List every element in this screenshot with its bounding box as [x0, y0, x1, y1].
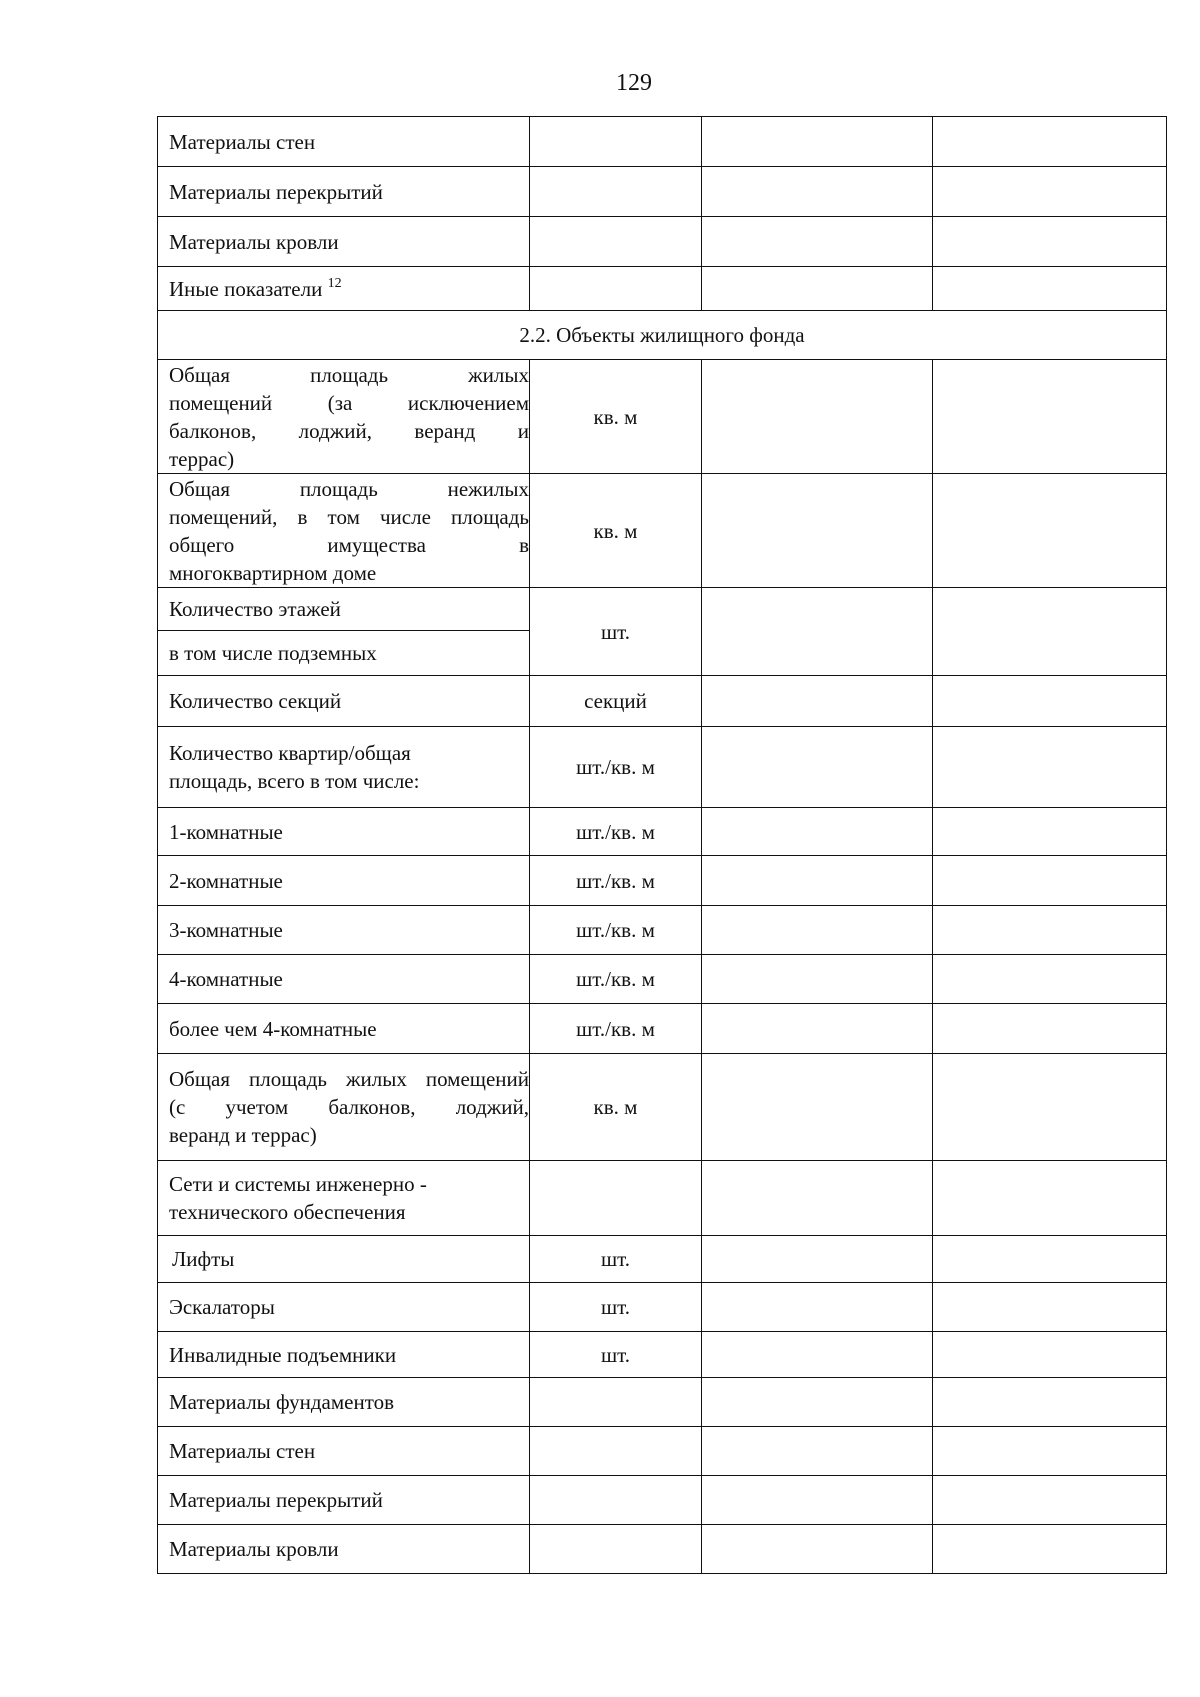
row-label: [158, 360, 530, 474]
unit-cell: шт.: [530, 588, 702, 676]
row-label: Инвалидные подъемники: [158, 1332, 530, 1378]
table-row: [158, 474, 1167, 588]
value-cell: [702, 360, 933, 474]
value-cell: [702, 1283, 933, 1332]
label-line: Количество квартир/общая: [169, 741, 411, 765]
unit-cell: шт./кв. м: [530, 808, 702, 856]
unit-cell: шт./кв. м: [530, 955, 702, 1004]
unit-cell: шт./кв. м: [530, 727, 702, 808]
value-cell: [702, 1236, 933, 1283]
label-line: балконов, лоджий, веранд и: [169, 418, 529, 443]
row-label: в том числе подземных: [158, 631, 530, 676]
label-line: помещений (за исключением: [169, 390, 529, 415]
value-cell: [702, 676, 933, 727]
row-label: Эскалаторы: [158, 1283, 530, 1332]
unit-cell: [530, 1525, 702, 1574]
value-cell: [933, 727, 1167, 808]
row-label: Материалы кровли: [158, 1525, 530, 1574]
table-row: [158, 1378, 1167, 1427]
label-line: Общая площадь нежилых: [169, 476, 529, 501]
value-cell: [702, 267, 933, 311]
row-label: [158, 1054, 530, 1161]
unit-cell: кв. м: [530, 1054, 702, 1161]
value-cell: [933, 1427, 1167, 1476]
table-row: [158, 1427, 1167, 1476]
row-label: [158, 474, 530, 588]
label-line: Общая площадь жилых: [169, 362, 529, 387]
table-row: [158, 588, 1167, 631]
value-cell: [933, 117, 1167, 167]
value-cell: [702, 1476, 933, 1525]
table-row: [158, 1004, 1167, 1054]
value-cell: [702, 808, 933, 856]
value-cell: [933, 1004, 1167, 1054]
row-label: [158, 727, 530, 808]
value-cell: [702, 1161, 933, 1236]
table-row: [158, 1525, 1167, 1574]
label-line: многоквартирном доме: [169, 560, 377, 585]
row-label: Материалы стен: [158, 1427, 530, 1476]
table-row: [158, 856, 1167, 906]
row-label: Количество этажей: [158, 588, 530, 631]
unit-cell: [530, 1427, 702, 1476]
table-row: [158, 955, 1167, 1004]
label-line: Общая площадь жилых помещений: [169, 1067, 529, 1091]
table-row: [158, 906, 1167, 955]
unit-cell: шт.: [530, 1236, 702, 1283]
unit-cell: [530, 267, 702, 311]
value-cell: [933, 217, 1167, 267]
value-cell: [933, 167, 1167, 217]
label-line: (с учетом балконов, лоджий,: [169, 1095, 529, 1119]
row-label-text: Иные показатели: [169, 276, 323, 301]
table-row: [158, 267, 1167, 311]
section-title: 2.2. Объекты жилищного фонда: [158, 311, 1167, 360]
unit-cell: [530, 1476, 702, 1525]
value-cell: [933, 1525, 1167, 1574]
row-label: Лифты: [158, 1236, 530, 1283]
value-cell: [702, 1378, 933, 1427]
label-line: веранд и террас): [169, 1123, 317, 1147]
value-cell: [933, 1476, 1167, 1525]
row-label: Материалы перекрытий: [158, 1476, 530, 1525]
value-cell: [933, 267, 1167, 311]
value-cell: [933, 1332, 1167, 1378]
value-cell: [702, 117, 933, 167]
unit-cell: [530, 167, 702, 217]
value-cell: [702, 856, 933, 906]
row-label: 3-комнатные: [158, 906, 530, 955]
table-row: [158, 360, 1167, 474]
row-label: [158, 267, 530, 311]
value-cell: [702, 1054, 933, 1161]
unit-cell: шт./кв. м: [530, 906, 702, 955]
table-row: [158, 167, 1167, 217]
value-cell: [933, 360, 1167, 474]
table-row: [158, 676, 1167, 727]
label-line: террас): [169, 446, 235, 471]
table-row: [158, 727, 1167, 808]
unit-cell: [530, 217, 702, 267]
value-cell: [702, 1427, 933, 1476]
value-cell: [933, 856, 1167, 906]
value-cell: [933, 1378, 1167, 1427]
row-label: 4-комнатные: [158, 955, 530, 1004]
row-label: 1-комнатные: [158, 808, 530, 856]
unit-cell: кв. м: [530, 360, 702, 474]
value-cell: [702, 906, 933, 955]
value-cell: [702, 167, 933, 217]
row-label: Материалы кровли: [158, 217, 530, 267]
indicators-table: [157, 116, 1167, 1574]
row-label: более чем 4-комнатные: [158, 1004, 530, 1054]
value-cell: [933, 474, 1167, 588]
unit-cell: секций: [530, 676, 702, 727]
label-line: технического обеспечения: [169, 1200, 406, 1224]
footnote-marker: 12: [327, 275, 342, 291]
table-row: [158, 1476, 1167, 1525]
value-cell: [933, 1236, 1167, 1283]
unit-cell: [530, 1378, 702, 1427]
value-cell: [702, 588, 933, 676]
table-row: [158, 1283, 1167, 1332]
label-line: помещений, в том числе площадь: [169, 504, 529, 529]
value-cell: [933, 906, 1167, 955]
value-cell: [933, 808, 1167, 856]
row-label: 2-комнатные: [158, 856, 530, 906]
row-label: Количество секций: [158, 676, 530, 727]
section-header-row: [158, 311, 1167, 360]
value-cell: [702, 474, 933, 588]
value-cell: [702, 1004, 933, 1054]
label-line: общего имущества в: [169, 532, 529, 557]
unit-cell: шт./кв. м: [530, 1004, 702, 1054]
unit-cell: [530, 1161, 702, 1236]
value-cell: [933, 955, 1167, 1004]
unit-cell: [530, 117, 702, 167]
value-cell: [933, 1054, 1167, 1161]
table-row: [158, 217, 1167, 267]
value-cell: [933, 676, 1167, 727]
unit-cell: шт.: [530, 1283, 702, 1332]
value-cell: [933, 588, 1167, 676]
label-line: Сети и системы инженерно -: [169, 1172, 427, 1196]
table-row: [158, 1054, 1167, 1161]
table-row: [158, 117, 1167, 167]
unit-cell: шт./кв. м: [530, 856, 702, 906]
value-cell: [702, 1525, 933, 1574]
value-cell: [702, 727, 933, 808]
table-row: [158, 1332, 1167, 1378]
row-label: [158, 1161, 530, 1236]
table-row: [158, 1236, 1167, 1283]
value-cell: [702, 217, 933, 267]
unit-cell: кв. м: [530, 474, 702, 588]
value-cell: [933, 1283, 1167, 1332]
row-label: Материалы фундаментов: [158, 1378, 530, 1427]
table-row: [158, 1161, 1167, 1236]
label-line: площадь, всего в том числе:: [169, 769, 420, 793]
table-row: [158, 808, 1167, 856]
value-cell: [702, 955, 933, 1004]
unit-cell: шт.: [530, 1332, 702, 1378]
value-cell: [702, 1332, 933, 1378]
row-label: Материалы стен: [158, 117, 530, 167]
row-label: Материалы перекрытий: [158, 167, 530, 217]
page-number: 129: [616, 70, 652, 96]
value-cell: [933, 1161, 1167, 1236]
